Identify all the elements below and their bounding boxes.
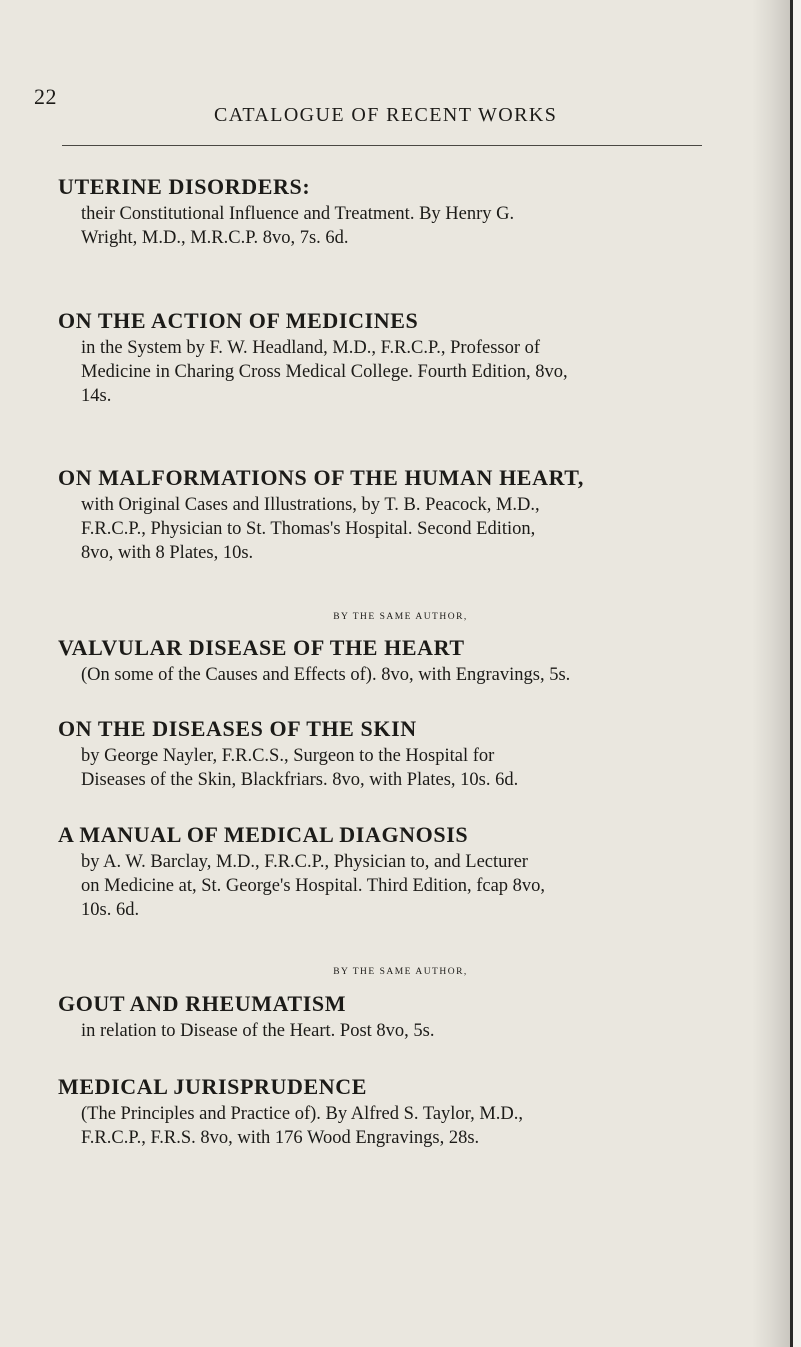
catalogue-entry (58, 633, 748, 687)
entry-title: ON THE DISEASES OF THE SKIN (58, 716, 417, 741)
page-edge-background (793, 0, 801, 1347)
entry-title: ON MALFORMATIONS OF THE HUMAN HEART, (58, 465, 585, 490)
entry-description-line: 14s. (81, 386, 112, 406)
header-rule (62, 145, 702, 146)
running-title: CATALOGUE OF RECENT WORKS (214, 104, 558, 126)
entry-description-line: by George Nayler, F.R.C.S., Surgeon to the Hospital for (81, 746, 495, 766)
entry-description-line: 8vo, with 8 Plates, 10s. (81, 543, 254, 563)
entry-description-line: with Original Cases and Illustrations, by T. B. Peacock, M.D., (81, 495, 540, 515)
entry-description-line: Wright, M.D., M.R.C.P. 8vo, 7s. 6d. (81, 228, 349, 248)
catalogue-entry (58, 463, 748, 565)
entry-description-line: (On some of the Causes and Effects of). 8vo, with Engravings, 5s. (81, 665, 571, 685)
catalogue-entry (58, 989, 748, 1043)
entry-description-line: F.R.C.P., Physician to St. Thomas's Hospital. Second Edition, (81, 519, 536, 539)
entry-description-line: by A. W. Barclay, M.D., F.R.C.P., Physician to, and Lecturer (81, 852, 528, 872)
entry-description-line: F.R.C.P., F.R.S. 8vo, with 176 Wood Engravings, 28s. (81, 1128, 480, 1148)
entry-description-line: on Medicine at, St. George's Hospital. Third Edition, fcap 8vo, (81, 876, 546, 896)
entry-description-line: Medicine in Charing Cross Medical College. Fourth Edition, 8vo, (81, 362, 568, 382)
same-author-note: BY THE SAME AUTHOR, (333, 967, 468, 977)
entry-title: GOUT AND RHEUMATISM (58, 991, 347, 1016)
entry-title: MEDICAL JURISPRUDENCE (58, 1074, 368, 1099)
entry-description-line: in the System by F. W. Headland, M.D., F.R.C.P., Professor of (81, 338, 541, 358)
entry-title: VALVULAR DISEASE OF THE HEART (58, 635, 465, 660)
entry-description-line: their Constitutional Influence and Treatment. By Henry G. (81, 204, 515, 224)
catalogue-entry (58, 1072, 748, 1150)
page-number: 22 (34, 84, 57, 109)
catalogue-entry (58, 172, 748, 250)
entry-title: A MANUAL OF MEDICAL DIAGNOSIS (58, 822, 469, 847)
entry-title: ON THE ACTION OF MEDICINES (58, 308, 419, 333)
entry-description-line: Diseases of the Skin, Blackfriars. 8vo, with Plates, 10s. 6d. (81, 770, 519, 790)
entry-title: UTERINE DISORDERS: (58, 174, 311, 199)
catalogue-entry (58, 714, 748, 792)
same-author-note: BY THE SAME AUTHOR, (333, 612, 468, 622)
entry-description-line: (The Principles and Practice of). By Alfred S. Taylor, M.D., (81, 1104, 524, 1124)
entry-description-line: in relation to Disease of the Heart. Post 8vo, 5s. (81, 1021, 435, 1041)
page-edge-shadow (752, 0, 790, 1347)
entry-description-line: 10s. 6d. (81, 900, 140, 920)
catalogue-entry (58, 820, 748, 922)
catalogue-entry (58, 306, 748, 408)
